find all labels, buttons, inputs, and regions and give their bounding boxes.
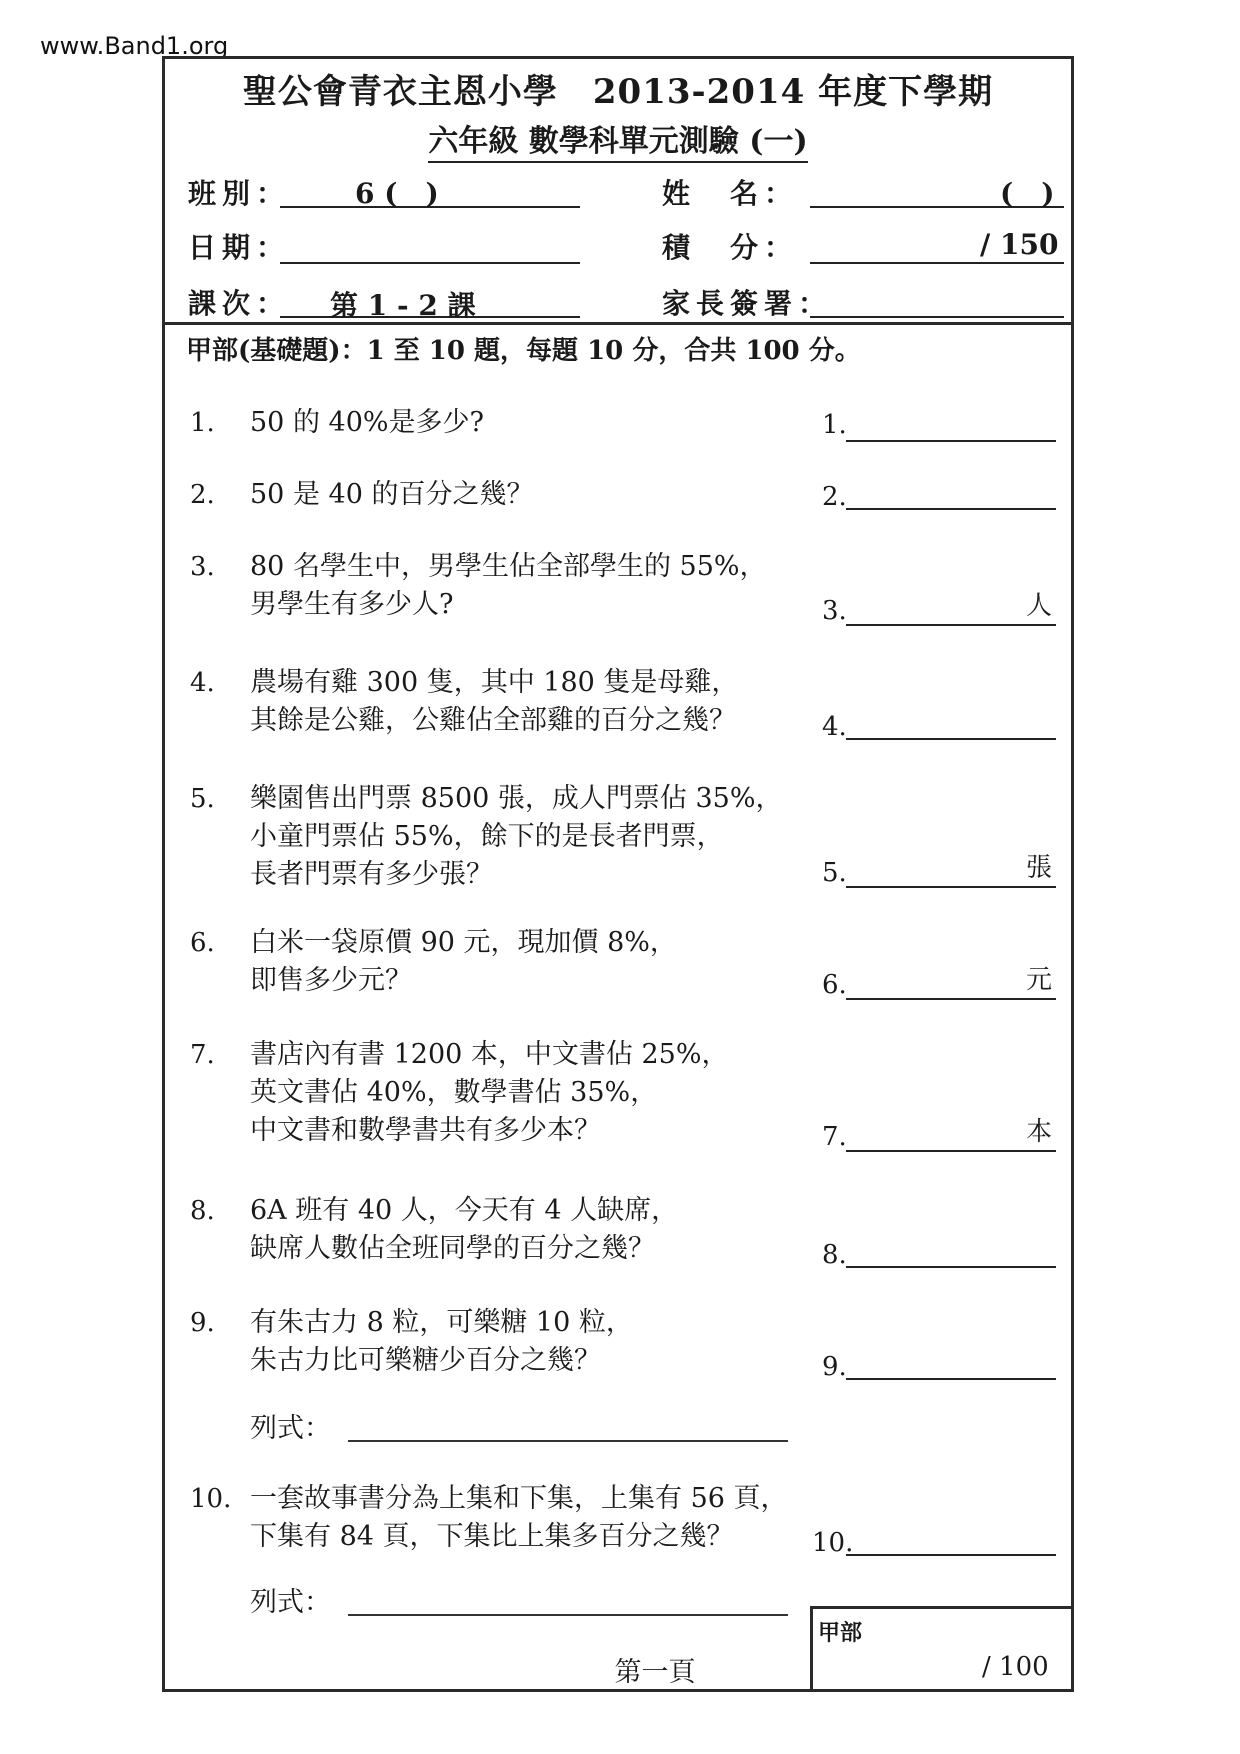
answer-number: 9. — [822, 1352, 847, 1382]
name-label: 姓 名： — [662, 177, 799, 210]
answer-line[interactable] — [846, 591, 1056, 626]
parent-signature-line[interactable] — [810, 316, 1064, 318]
question-line: 6A 班有 40 人，今天有 4 人缺席， — [250, 1195, 679, 1226]
question-text — [250, 924, 677, 1000]
answer-line[interactable] — [846, 1117, 1056, 1152]
answer-number: 5. — [822, 858, 847, 888]
question-line: 下集有 84 頁，下集比上集多百分之幾？ — [250, 1521, 734, 1552]
question-line: 50 的 40%是多少? — [250, 407, 485, 438]
question-number: 5. — [190, 784, 215, 814]
working-line[interactable] — [348, 1614, 788, 1616]
answer-number: 10. — [812, 1528, 854, 1558]
answer-line[interactable] — [846, 708, 1056, 740]
question-line: 一套故事書分為上集和下集，上集有 56 頁， — [250, 1483, 788, 1514]
date-label: 日期： — [188, 231, 291, 264]
working-line[interactable] — [348, 1440, 788, 1442]
question-number: 10. — [190, 1484, 232, 1514]
answer-line[interactable] — [846, 1348, 1056, 1380]
answer-unit: 人 — [1025, 591, 1052, 621]
header-divider — [162, 322, 1074, 325]
answer-line[interactable] — [846, 478, 1056, 510]
answer-line[interactable] — [846, 410, 1056, 442]
answer-line[interactable] — [846, 853, 1056, 888]
question-number: 8. — [190, 1196, 215, 1226]
answer-unit: 張 — [1025, 853, 1052, 883]
answer-line[interactable] — [846, 1524, 1056, 1556]
question-line: 80 名學生中，男學生佔全部學生的 55%， — [250, 551, 767, 582]
part-score-value: / 100 — [982, 1652, 1049, 1682]
question-line: 小童門票佔 55%，餘下的是長者門票， — [250, 821, 724, 852]
answer-unit: 元 — [1025, 965, 1052, 995]
question-number: 2. — [190, 480, 215, 510]
name-suffix: ( ) — [1000, 177, 1055, 210]
parent-signature-label: 家長簽署： — [662, 287, 833, 320]
question-line: 白米一袋原價 90 元，現加價 8%， — [250, 927, 677, 958]
score-line[interactable] — [810, 262, 1064, 264]
question-text — [250, 548, 767, 624]
question-line: 英文書佔 40%，數學書佔 35%， — [250, 1077, 658, 1108]
answer-number: 6. — [822, 970, 847, 1000]
lesson-value: 第 1 - 2 課 — [330, 289, 476, 322]
question-number: 3. — [190, 552, 215, 582]
answer-number: 7. — [822, 1122, 847, 1152]
working-label: 列式： — [250, 1587, 331, 1618]
answer-number: 8. — [822, 1240, 847, 1270]
question-number: 6. — [190, 928, 215, 958]
question-text — [250, 1192, 678, 1268]
question-text — [250, 1036, 728, 1150]
question-line: 中文書和數學書共有多少本？ — [250, 1115, 601, 1146]
page-number: 第一頁 — [614, 1657, 696, 1688]
question-line: 朱古力比可樂糖少百分之幾？ — [250, 1345, 601, 1376]
question-number: 4. — [190, 668, 215, 698]
question-text — [250, 664, 738, 740]
question-text — [250, 1304, 633, 1380]
answer-unit: 本 — [1025, 1117, 1052, 1147]
question-line: 有朱古力 8 粒，可樂糖 10 粒， — [250, 1307, 633, 1338]
question-line: 書店內有書 1200 本，中文書佔 25%， — [250, 1039, 729, 1070]
question-line: 男學生有多少人? — [250, 589, 454, 620]
question-number: 7. — [190, 1040, 215, 1070]
answer-line[interactable] — [846, 965, 1056, 1000]
answer-number: 4. — [822, 712, 847, 742]
answer-number: 2. — [822, 482, 847, 512]
section-title: 甲部(基礎題)：1 至 10 題，每題 10 分，合共 100 分。 — [186, 336, 861, 366]
class-value: 6 ( ) — [355, 177, 439, 210]
question-text — [250, 404, 484, 442]
subtitle-text: 六年級 數學科單元測驗 (一) — [428, 124, 807, 163]
question-line: 其餘是公雞，公雞佔全部雞的百分之幾？ — [250, 705, 736, 736]
lesson-label: 課次： — [188, 287, 291, 320]
question-text — [250, 1480, 788, 1556]
question-line: 長者門票有多少張？ — [250, 859, 493, 890]
school-title: 聖公會青衣主恩小學 2013-2014 年度下學期 — [242, 72, 994, 112]
score-label: 積 分： — [662, 231, 799, 264]
question-text — [250, 476, 533, 514]
answer-line[interactable] — [846, 1236, 1056, 1268]
class-label: 班別： — [188, 177, 291, 210]
working-label: 列式： — [250, 1413, 331, 1444]
question-text — [250, 780, 782, 894]
question-line: 即售多少元？ — [250, 965, 412, 996]
question-line: 樂園售出門票 8500 張，成人門票佔 35%， — [250, 783, 783, 814]
question-number: 9. — [190, 1308, 215, 1338]
test-subtitle — [162, 116, 1074, 160]
score-total: / 150 — [980, 228, 1059, 261]
question-line: 缺席人數佔全班同學的百分之幾？ — [250, 1233, 655, 1264]
part-score-label: 甲部 — [818, 1620, 863, 1646]
question-line: 農場有雞 300 隻，其中 180 隻是母雞， — [250, 667, 739, 698]
question-line: 50 是 40 的百分之幾？ — [250, 479, 534, 510]
answer-number: 3. — [822, 596, 847, 626]
site-watermark: www.Band1.org — [40, 32, 229, 60]
date-line[interactable] — [280, 262, 580, 264]
question-number: 1. — [190, 408, 215, 438]
answer-number: 1. — [822, 410, 847, 440]
